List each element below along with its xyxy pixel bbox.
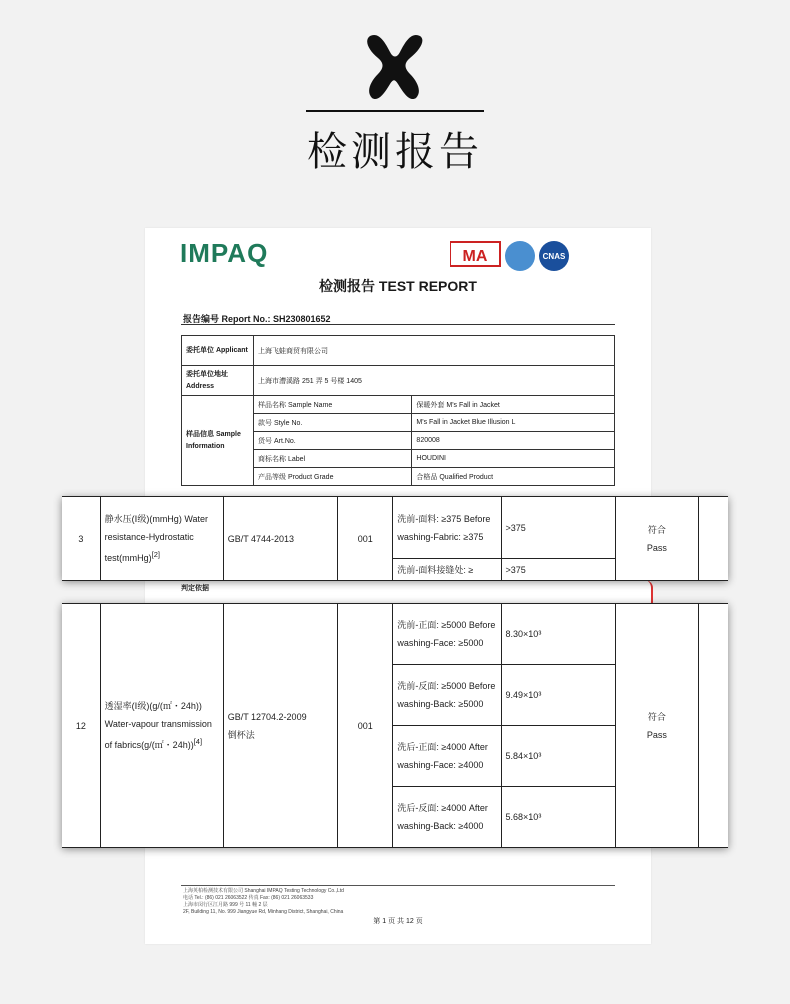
edge-cell xyxy=(698,497,728,581)
test-item-text: 静水压(Ⅰ级)(mmHg) Water resistance-Hydrostatic test(mmHg) xyxy=(104,514,208,563)
art-no-value: 820008 xyxy=(412,432,615,450)
sample-code: 001 xyxy=(338,604,393,848)
test-item-text: 透湿率(Ⅰ级)(g/(㎡・24h)) Water-vapour transmission of fabrics(g/(㎡・24h)) xyxy=(104,701,212,750)
impaq-logo: IMPAQ xyxy=(180,238,269,268)
test-item xyxy=(100,604,223,848)
footer-phone: 电话 Tel.: (86) 021 26063522 传真 Fax: (86) 021 26063533 xyxy=(183,895,314,901)
requirement: 洗后-反面: ≥4000 After washing-Back: ≥4000 xyxy=(393,787,501,848)
row-number: 3 xyxy=(62,497,100,581)
grade-key: 产品等级 Product Grade xyxy=(254,468,412,486)
report-title: 检测报告 TEST REPORT xyxy=(319,278,477,294)
brand-logo-icon xyxy=(360,30,430,102)
judgement xyxy=(616,497,699,581)
result: 8.30×10³ xyxy=(501,604,616,665)
result: >375 xyxy=(501,559,616,581)
test-method: 倒杯法 xyxy=(227,729,255,740)
test-standard xyxy=(223,604,338,848)
test-standard: GB/T 4744-2013 xyxy=(223,497,338,581)
page-number: 第 1 页 共 12 页 xyxy=(373,918,423,925)
row-number: 12 xyxy=(62,604,100,848)
label-value: HOUDINI xyxy=(412,450,615,468)
judgement-cn: 符合 xyxy=(647,711,666,722)
judgement-basis-label: 判定依据 xyxy=(181,585,209,592)
footer-company: 上海英柏检测技术有限公司 Shanghai IMPAQ Testing Technology Co.,Ltd xyxy=(183,888,344,894)
result: >375 xyxy=(501,497,616,559)
judgement-en: Pass xyxy=(646,729,667,740)
requirement: 洗前-面料接缝处: ≥ xyxy=(393,559,501,581)
svg-text:CNAS: CNAS xyxy=(542,252,566,261)
page-title: 检测报告 xyxy=(307,129,483,175)
hydrostatic-strip xyxy=(62,496,728,580)
test-item xyxy=(100,497,223,581)
svg-text:MA: MA xyxy=(462,248,488,265)
sample-name-key: 样品名称 Sample Name xyxy=(254,396,412,414)
doc-footer xyxy=(183,888,344,916)
applicant-table xyxy=(181,335,615,486)
requirement: 洗前-面料: ≥375 Before washing-Fabric: ≥375 xyxy=(393,497,501,559)
report-number: 报告编号 Report No.: SH230801652 xyxy=(183,314,331,324)
address-label: 委托单位地址 Address xyxy=(182,366,254,396)
report-rule xyxy=(181,324,615,325)
art-no-key: 货号 Art.No. xyxy=(254,432,412,450)
header-rule xyxy=(306,110,484,112)
requirement: 洗前-反面: ≥5000 Before washing-Back: ≥5000 xyxy=(393,665,501,726)
style-no-key: 款号 Style No. xyxy=(254,414,412,432)
test-item-note: [4] xyxy=(193,737,203,746)
sample-info-label: 样品信息 Sample Information xyxy=(182,396,254,486)
requirement: 洗前-正面: ≥5000 Before washing-Face: ≥5000 xyxy=(393,604,501,665)
result: 5.84×10³ xyxy=(501,726,616,787)
style-no-value: M's Fall in Jacket Blue Illusion L xyxy=(412,414,615,432)
judgement-en: Pass xyxy=(646,542,667,553)
test-standard-code: GB/T 12704.2-2009 xyxy=(227,711,307,722)
footer-address-en: 2F, Building 11, No. 999 Jiangyue Rd, Minhang District, Shanghai, China xyxy=(183,909,344,915)
label-key: 商标名称 Label xyxy=(254,450,412,468)
requirement: 洗后-正面: ≥4000 After washing-Face: ≥4000 xyxy=(393,726,501,787)
judgement xyxy=(616,604,699,848)
judgement-cn: 符合 xyxy=(647,524,666,535)
footer-rule xyxy=(181,885,615,886)
sample-code: 001 xyxy=(338,497,393,581)
result: 9.49×10³ xyxy=(501,665,616,726)
test-item-note: [2] xyxy=(151,550,161,559)
sample-name-value: 保暖外套 M's Fall in Jacket xyxy=(412,396,615,414)
grade-value: 合格品 Qualified Product xyxy=(412,468,615,486)
footer-address-cn: 上海市闵行区江月路 999 号 11 幢 2 层 xyxy=(183,902,268,908)
edge-cell xyxy=(698,604,728,848)
address-value: 上海市漕溪路 251 弄 5 号楼 1405 xyxy=(254,366,615,396)
applicant-value: 上海飞蛙商贸有限公司 xyxy=(254,336,615,366)
certification-logos-icon xyxy=(450,238,620,278)
result: 5.68×10³ xyxy=(501,787,616,848)
applicant-label: 委托单位 Applicant xyxy=(182,336,254,366)
vapour-transmission-strip xyxy=(62,603,728,847)
